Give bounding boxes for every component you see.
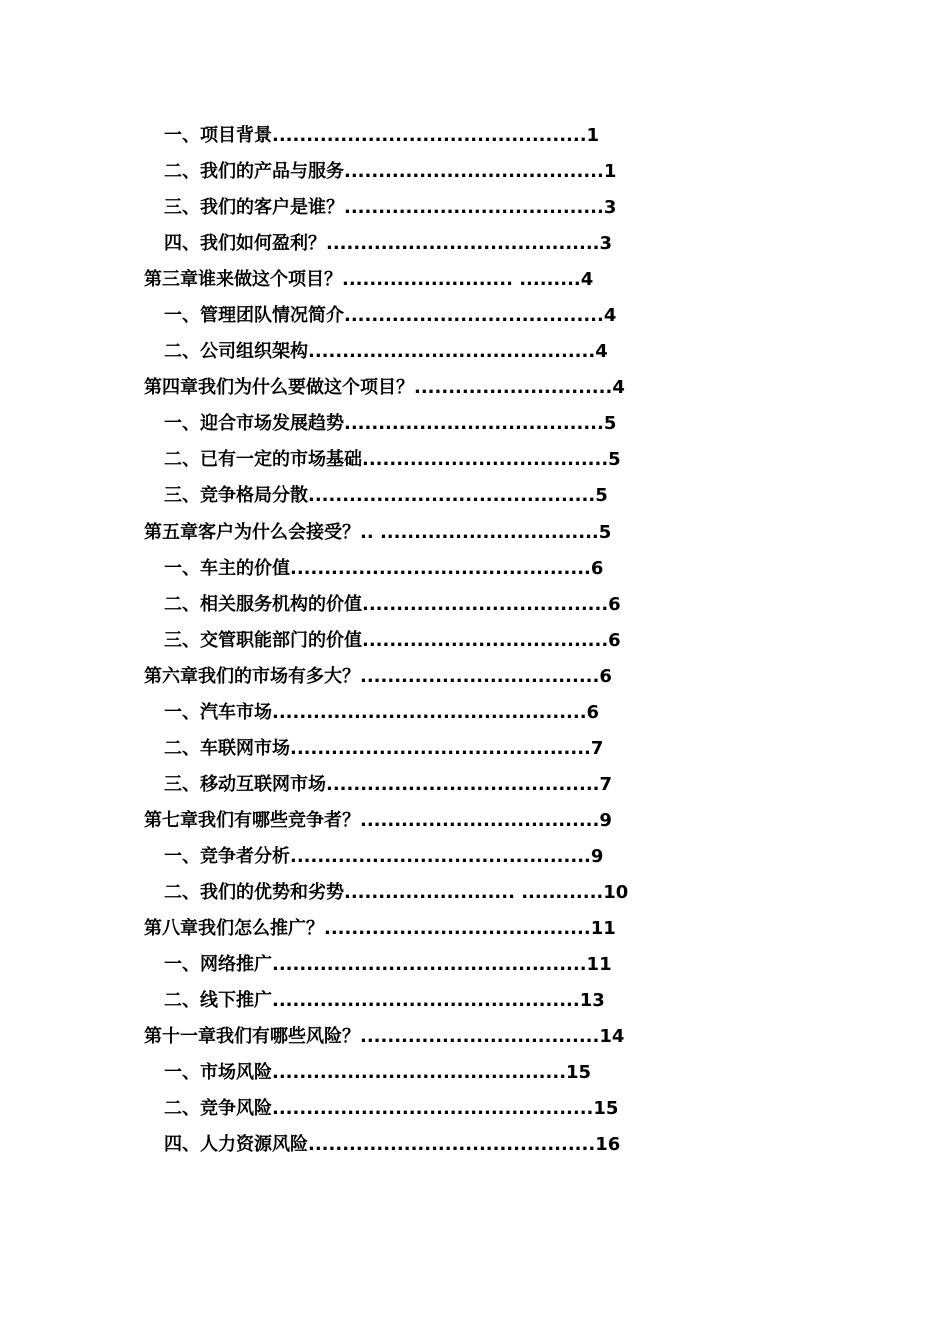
toc-entry-title: 二、我们的产品与服务: [164, 161, 344, 183]
toc-entry-title: 一、汽车市场: [164, 701, 272, 723]
toc-page-number: 11: [586, 954, 612, 976]
toc-chapter-entry[interactable]: [0, 370, 950, 406]
table-of-contents: [0, 118, 950, 1163]
toc-section-entry[interactable]: [0, 1127, 950, 1163]
toc-page-number: 4: [595, 341, 608, 363]
toc-section-entry[interactable]: [0, 298, 950, 334]
toc-chapter-entry[interactable]: [0, 803, 950, 839]
toc-entry-title: 三、交管职能部门的价值: [164, 629, 362, 651]
toc-entry-title: 第六章我们的市场有多大？: [144, 665, 360, 687]
toc-page-number: 7: [590, 737, 604, 759]
toc-dot-leader: ............................................: [290, 845, 591, 867]
toc-dot-leader: ...................................: [360, 1026, 600, 1048]
toc-page-number: 5: [595, 485, 608, 507]
toc-page-number: 6: [586, 701, 600, 723]
toc-dot-leader: ......................................: [344, 305, 604, 327]
toc-page-number: 5: [603, 413, 617, 435]
toc-entry-title: 第七章我们有哪些竞争者？: [144, 809, 360, 831]
toc-section-entry[interactable]: [0, 478, 950, 514]
toc-page-number: 14: [599, 1026, 625, 1048]
toc-dot-leader: ............................................: [290, 557, 591, 579]
toc-dot-leader: ......................... .........: [342, 269, 581, 291]
toc-page-number: 13: [579, 990, 605, 1012]
toc-entry-title: 一、竞争者分析: [164, 845, 290, 867]
toc-section-entry[interactable]: [0, 695, 950, 731]
toc-section-entry[interactable]: [0, 406, 950, 442]
toc-dot-leader: ..........................................: [308, 485, 596, 507]
toc-dot-leader: ..........................................: [308, 1134, 596, 1156]
toc-dot-leader: ...................................: [360, 809, 600, 831]
toc-page-number: 9: [590, 845, 604, 867]
toc-entry-title: 二、公司组织架构: [164, 341, 308, 363]
toc-page-number: 4: [580, 269, 594, 291]
toc-section-entry[interactable]: [0, 983, 950, 1019]
toc-section-entry[interactable]: [0, 551, 950, 587]
toc-page-number: 6: [590, 557, 604, 579]
toc-section-entry[interactable]: [0, 1091, 950, 1127]
toc-page-number: 4: [603, 305, 617, 327]
toc-page-number: 9: [599, 809, 612, 831]
toc-dot-leader: ...............................................: [272, 1098, 594, 1120]
toc-page-number: 10: [603, 881, 629, 903]
toc-dot-leader: ....................................: [362, 593, 609, 615]
toc-dot-leader: ............................................: [290, 737, 591, 759]
toc-entry-title: 二、车联网市场: [164, 737, 290, 759]
toc-entry-title: 第八章我们怎么推广？: [144, 918, 324, 940]
toc-section-entry[interactable]: [0, 839, 950, 875]
toc-section-entry[interactable]: [0, 731, 950, 767]
toc-chapter-entry[interactable]: [0, 1019, 950, 1055]
toc-entry-title: 三、竞争格局分散: [164, 485, 308, 507]
toc-dot-leader: .. ................................: [360, 521, 599, 543]
toc-section-entry[interactable]: [0, 1055, 950, 1091]
toc-section-entry[interactable]: [0, 118, 950, 154]
toc-entry-title: 三、移动互联网市场: [164, 773, 326, 795]
toc-page-number: 6: [599, 665, 612, 687]
toc-section-entry[interactable]: [0, 442, 950, 478]
toc-dot-leader: ....................................: [362, 449, 609, 471]
toc-entry-title: 一、迎合市场发展趋势: [164, 413, 344, 435]
toc-dot-leader: ........................................: [326, 233, 600, 255]
toc-chapter-entry[interactable]: [0, 515, 950, 551]
toc-section-entry[interactable]: [0, 226, 950, 262]
toc-chapter-entry[interactable]: [0, 262, 950, 298]
toc-page-number: 3: [599, 233, 613, 255]
toc-dot-leader: ..............................................: [272, 954, 587, 976]
toc-page-number: 15: [593, 1098, 619, 1120]
toc-section-entry[interactable]: [0, 623, 950, 659]
toc-entry-title: 二、相关服务机构的价值: [164, 593, 362, 615]
toc-entry-title: 第五章客户为什么会接受？: [144, 521, 360, 543]
toc-section-entry[interactable]: [0, 767, 950, 803]
toc-page-number: 4: [612, 377, 625, 399]
toc-entry-title: 第十一章我们有哪些风险？: [144, 1026, 360, 1048]
toc-entry-title: 二、线下推广: [164, 990, 272, 1012]
toc-dot-leader: ...........................................: [272, 1062, 567, 1084]
toc-section-entry[interactable]: [0, 190, 950, 226]
toc-dot-leader: .............................................: [272, 990, 580, 1012]
toc-entry-title: 二、我们的优势和劣势: [164, 881, 344, 903]
toc-entry-title: 二、已有一定的市场基础: [164, 449, 362, 471]
toc-page-number: 15: [566, 1062, 592, 1084]
toc-page-number: 6: [608, 629, 621, 651]
toc-entry-title: 四、我们如何盈利？: [164, 233, 326, 255]
toc-dot-leader: ......................................: [344, 413, 604, 435]
toc-dot-leader: ..............................................: [272, 701, 587, 723]
toc-page-number: 7: [599, 773, 613, 795]
toc-entry-title: 二、竞争风险: [164, 1098, 272, 1120]
toc-entry-title: 四、人力资源风险: [164, 1134, 308, 1156]
toc-page-number: 5: [598, 521, 612, 543]
toc-dot-leader: ....................................: [362, 629, 609, 651]
toc-dot-leader: .............................: [414, 377, 613, 399]
toc-entry-title: 第三章谁来做这个项目？: [144, 269, 342, 291]
toc-page-number: 1: [603, 161, 617, 183]
toc-page-number: 16: [595, 1134, 621, 1156]
toc-section-entry[interactable]: [0, 334, 950, 370]
toc-page-number: 1: [586, 125, 600, 146]
toc-section-entry[interactable]: [0, 875, 950, 911]
toc-section-entry[interactable]: [0, 587, 950, 623]
toc-section-entry[interactable]: [0, 154, 950, 190]
toc-dot-leader: ..........................................: [308, 341, 596, 363]
toc-entry-title: 一、网络推广: [164, 954, 272, 976]
toc-entry-title: 一、市场风险: [164, 1062, 272, 1084]
toc-section-entry[interactable]: [0, 947, 950, 983]
toc-page-number: 3: [603, 197, 617, 219]
toc-dot-leader: ......................... ............: [344, 881, 604, 903]
toc-entry-title: 三、我们的客户是谁？: [164, 197, 344, 219]
toc-page-number: 11: [590, 918, 616, 940]
toc-page-number: 5: [608, 449, 621, 471]
toc-chapter-entry[interactable]: [0, 911, 950, 947]
toc-entry-title: 第四章我们为什么要做这个项目？: [144, 377, 414, 399]
toc-dot-leader: ..............................................: [272, 125, 587, 146]
toc-chapter-entry[interactable]: [0, 659, 950, 695]
toc-dot-leader: .......................................: [324, 918, 591, 940]
toc-page-number: 6: [608, 593, 621, 615]
toc-dot-leader: ......................................: [344, 197, 604, 219]
toc-dot-leader: ...................................: [360, 665, 600, 687]
toc-entry-title: 一、项目背景: [164, 125, 272, 146]
toc-entry-title: 一、管理团队情况简介: [164, 305, 344, 327]
toc-dot-leader: ........................................: [326, 773, 600, 795]
toc-entry-title: 一、车主的价值: [164, 557, 290, 579]
toc-dot-leader: ......................................: [344, 161, 604, 183]
